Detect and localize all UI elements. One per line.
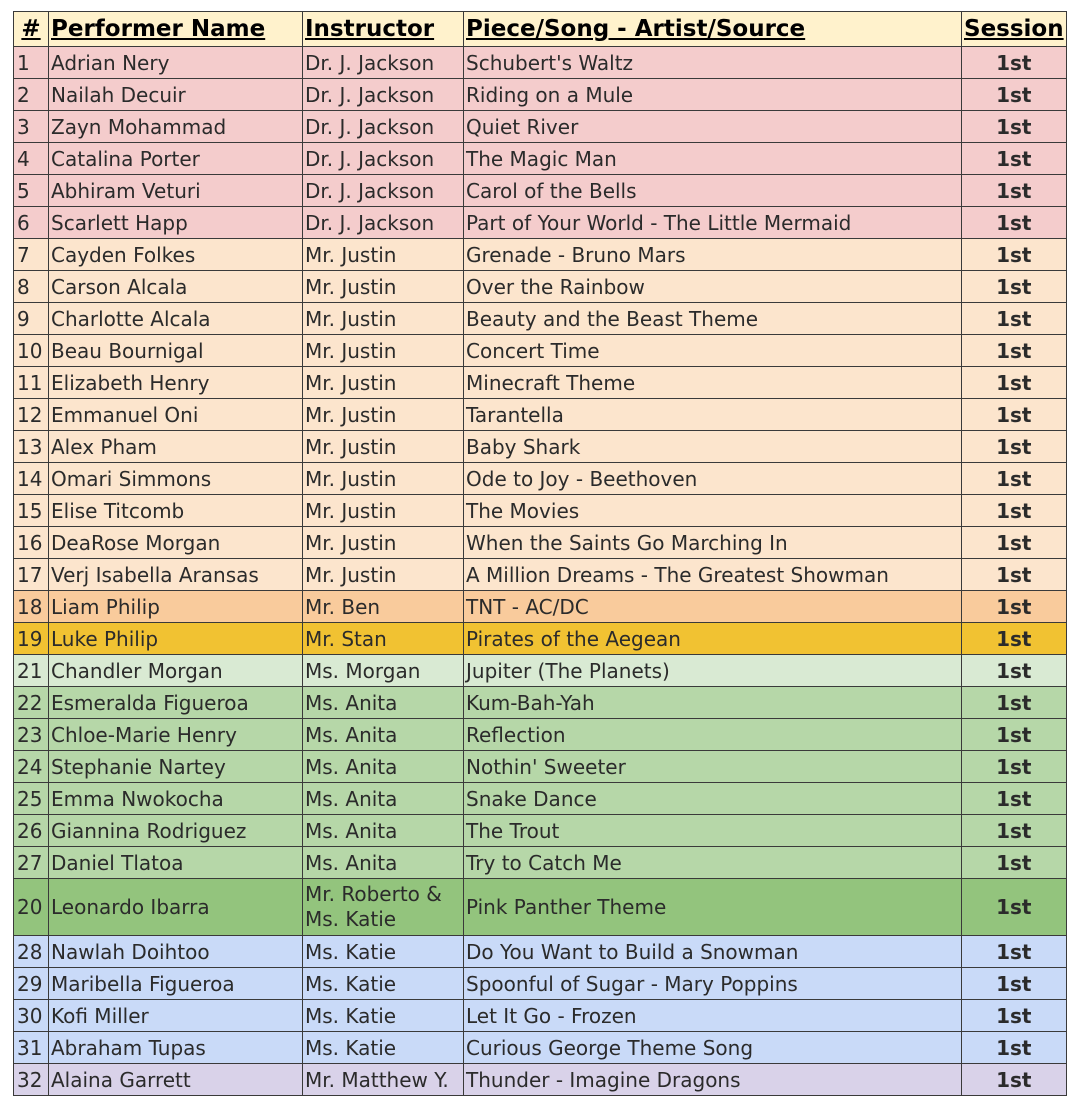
table-row: [14, 111, 1067, 143]
table-row: [14, 335, 1067, 367]
performer-name-cell: Elise Titcomb: [49, 495, 303, 527]
instructor-cell: Dr. J. Jackson: [303, 79, 464, 111]
performer-name-cell: Scarlett Happ: [49, 207, 303, 239]
piece-cell: A Million Dreams - The Greatest Showman: [464, 559, 962, 591]
piece-cell: Jupiter (The Planets): [464, 655, 962, 687]
session-cell: 1st: [962, 111, 1067, 143]
piece-cell: Try to Catch Me: [464, 847, 962, 879]
piece-cell: The Trout: [464, 815, 962, 847]
piece-cell: Kum-Bah-Yah: [464, 687, 962, 719]
session-cell: 1st: [962, 655, 1067, 687]
table-row: [14, 495, 1067, 527]
session-cell: 1st: [962, 495, 1067, 527]
session-cell: 1st: [962, 1032, 1067, 1064]
session-cell: 1st: [962, 143, 1067, 175]
table-row: [14, 47, 1067, 79]
table-row: [14, 847, 1067, 879]
table-row: [14, 143, 1067, 175]
table-row: [14, 1032, 1067, 1064]
piece-cell: Minecraft Theme: [464, 367, 962, 399]
instructor-cell: Mr. Justin: [303, 527, 464, 559]
session-cell: 1st: [962, 1064, 1067, 1096]
header-session: Session: [962, 12, 1067, 47]
row-number-cell: 30: [14, 1000, 49, 1032]
row-number-cell: 31: [14, 1032, 49, 1064]
performer-name-cell: Zayn Mohammad: [49, 111, 303, 143]
session-cell: 1st: [962, 207, 1067, 239]
session-cell: 1st: [962, 335, 1067, 367]
instructor-cell: Mr. Justin: [303, 239, 464, 271]
row-number-cell: 11: [14, 367, 49, 399]
performer-name-cell: Kofi Miller: [49, 1000, 303, 1032]
performer-name-cell: Stephanie Nartey: [49, 751, 303, 783]
session-cell: 1st: [962, 936, 1067, 968]
table-row: [14, 783, 1067, 815]
piece-cell: Do You Want to Build a Snowman: [464, 936, 962, 968]
row-number-cell: 5: [14, 175, 49, 207]
instructor-cell: Mr. Justin: [303, 463, 464, 495]
performer-name-cell: Emmanuel Oni: [49, 399, 303, 431]
table-row: [14, 751, 1067, 783]
performer-name-cell: Nailah Decuir: [49, 79, 303, 111]
table-row: [14, 367, 1067, 399]
table-row: [14, 431, 1067, 463]
performer-name-cell: Liam Philip: [49, 591, 303, 623]
table-row: [14, 879, 1067, 936]
instructor-cell: Ms. Morgan: [303, 655, 464, 687]
session-cell: 1st: [962, 431, 1067, 463]
performer-name-cell: DeaRose Morgan: [49, 527, 303, 559]
row-number-cell: 4: [14, 143, 49, 175]
instructor-cell: Ms. Anita: [303, 847, 464, 879]
table-row: [14, 271, 1067, 303]
session-cell: 1st: [962, 271, 1067, 303]
instructor-cell: Ms. Anita: [303, 719, 464, 751]
session-cell: 1st: [962, 559, 1067, 591]
row-number-cell: 3: [14, 111, 49, 143]
header-number: #: [14, 12, 49, 47]
session-cell: 1st: [962, 591, 1067, 623]
performer-name-cell: Nawlah Doihtoo: [49, 936, 303, 968]
instructor-cell: Dr. J. Jackson: [303, 207, 464, 239]
performer-name-cell: Alex Pham: [49, 431, 303, 463]
instructor-cell: Ms. Anita: [303, 687, 464, 719]
row-number-cell: 27: [14, 847, 49, 879]
table-row: [14, 968, 1067, 1000]
performer-name-cell: Chandler Morgan: [49, 655, 303, 687]
piece-cell: Part of Your World - The Little Mermaid: [464, 207, 962, 239]
piece-cell: Riding on a Mule: [464, 79, 962, 111]
instructor-cell: Mr. Justin: [303, 559, 464, 591]
performer-name-cell: Charlotte Alcala: [49, 303, 303, 335]
instructor-cell: Mr. Justin: [303, 367, 464, 399]
piece-cell: The Magic Man: [464, 143, 962, 175]
session-cell: 1st: [962, 527, 1067, 559]
session-cell: 1st: [962, 879, 1067, 936]
piece-cell: Beauty and the Beast Theme: [464, 303, 962, 335]
piece-cell: Snake Dance: [464, 783, 962, 815]
row-number-cell: 10: [14, 335, 49, 367]
session-cell: 1st: [962, 815, 1067, 847]
row-number-cell: 15: [14, 495, 49, 527]
row-number-cell: 18: [14, 591, 49, 623]
performer-name-cell: Esmeralda Figueroa: [49, 687, 303, 719]
recital-program-table: [13, 11, 1067, 1096]
instructor-cell: Ms. Anita: [303, 815, 464, 847]
row-number-cell: 32: [14, 1064, 49, 1096]
row-number-cell: 9: [14, 303, 49, 335]
performer-name-cell: Giannina Rodriguez: [49, 815, 303, 847]
piece-cell: Tarantella: [464, 399, 962, 431]
session-cell: 1st: [962, 719, 1067, 751]
instructor-cell: Ms. Katie: [303, 968, 464, 1000]
row-number-cell: 13: [14, 431, 49, 463]
session-cell: 1st: [962, 47, 1067, 79]
session-cell: 1st: [962, 687, 1067, 719]
session-cell: 1st: [962, 623, 1067, 655]
header-instructor: Instructor: [303, 12, 464, 47]
session-cell: 1st: [962, 175, 1067, 207]
piece-cell: Thunder - Imagine Dragons: [464, 1064, 962, 1096]
row-number-cell: 2: [14, 79, 49, 111]
session-cell: 1st: [962, 303, 1067, 335]
table-row: [14, 399, 1067, 431]
header-piece: Piece/Song - Artist/Source: [464, 12, 962, 47]
instructor-cell: Ms. Anita: [303, 751, 464, 783]
row-number-cell: 6: [14, 207, 49, 239]
session-cell: 1st: [962, 399, 1067, 431]
session-cell: 1st: [962, 751, 1067, 783]
row-number-cell: 26: [14, 815, 49, 847]
table-row: [14, 936, 1067, 968]
piece-cell: Schubert's Waltz: [464, 47, 962, 79]
table-row: [14, 239, 1067, 271]
performer-name-cell: Chloe-Marie Henry: [49, 719, 303, 751]
performer-name-cell: Omari Simmons: [49, 463, 303, 495]
performer-name-cell: Elizabeth Henry: [49, 367, 303, 399]
table-row: [14, 303, 1067, 335]
instructor-cell: Mr. Matthew Y.: [303, 1064, 464, 1096]
piece-cell: Spoonful of Sugar - Mary Poppins: [464, 968, 962, 1000]
row-number-cell: 12: [14, 399, 49, 431]
row-number-cell: 22: [14, 687, 49, 719]
piece-cell: Baby Shark: [464, 431, 962, 463]
instructor-cell: Ms. Katie: [303, 936, 464, 968]
performer-name-cell: Leonardo Ibarra: [49, 879, 303, 936]
piece-cell: The Movies: [464, 495, 962, 527]
piece-cell: Quiet River: [464, 111, 962, 143]
performer-name-cell: Adrian Nery: [49, 47, 303, 79]
instructor-cell: Dr. J. Jackson: [303, 111, 464, 143]
row-number-cell: 19: [14, 623, 49, 655]
table-row: [14, 1064, 1067, 1096]
session-cell: 1st: [962, 847, 1067, 879]
row-number-cell: 25: [14, 783, 49, 815]
header-performer-name: Performer Name: [49, 12, 303, 47]
instructor-cell: Mr. Justin: [303, 431, 464, 463]
table-row: [14, 591, 1067, 623]
session-cell: 1st: [962, 79, 1067, 111]
row-number-cell: 23: [14, 719, 49, 751]
piece-cell: Carol of the Bells: [464, 175, 962, 207]
performer-name-cell: Catalina Porter: [49, 143, 303, 175]
instructor-cell: Ms. Anita: [303, 783, 464, 815]
session-cell: 1st: [962, 239, 1067, 271]
session-cell: 1st: [962, 367, 1067, 399]
table-row: [14, 1000, 1067, 1032]
performer-name-cell: Emma Nwokocha: [49, 783, 303, 815]
performer-name-cell: Luke Philip: [49, 623, 303, 655]
piece-cell: Let It Go - Frozen: [464, 1000, 962, 1032]
table-row: [14, 527, 1067, 559]
instructor-cell: Dr. J. Jackson: [303, 175, 464, 207]
table-row: [14, 719, 1067, 751]
row-number-cell: 28: [14, 936, 49, 968]
piece-cell: Reflection: [464, 719, 962, 751]
row-number-cell: 8: [14, 271, 49, 303]
session-cell: 1st: [962, 968, 1067, 1000]
instructor-cell: Ms. Katie: [303, 1000, 464, 1032]
instructor-cell: Ms. Katie: [303, 1032, 464, 1064]
row-number-cell: 16: [14, 527, 49, 559]
row-number-cell: 7: [14, 239, 49, 271]
piece-cell: TNT - AC/DC: [464, 591, 962, 623]
performer-name-cell: Abraham Tupas: [49, 1032, 303, 1064]
instructor-cell: Mr. Stan: [303, 623, 464, 655]
table-row: [14, 175, 1067, 207]
performer-name-cell: Daniel Tlatoa: [49, 847, 303, 879]
table-row: [14, 623, 1067, 655]
piece-cell: Pink Panther Theme: [464, 879, 962, 936]
instructor-cell: Mr. Roberto & Ms. Katie: [303, 879, 464, 936]
table-row: [14, 559, 1067, 591]
performer-name-cell: Alaina Garrett: [49, 1064, 303, 1096]
header-row: [14, 12, 1067, 47]
table-body: [14, 47, 1067, 1096]
piece-cell: Over the Rainbow: [464, 271, 962, 303]
table-row: [14, 79, 1067, 111]
instructor-cell: Mr. Justin: [303, 495, 464, 527]
instructor-cell: Mr. Justin: [303, 303, 464, 335]
instructor-cell: Mr. Justin: [303, 271, 464, 303]
performer-name-cell: Beau Bournigal: [49, 335, 303, 367]
row-number-cell: 17: [14, 559, 49, 591]
table-row: [14, 687, 1067, 719]
row-number-cell: 24: [14, 751, 49, 783]
table-row: [14, 463, 1067, 495]
instructor-cell: Mr. Justin: [303, 335, 464, 367]
table-row: [14, 815, 1067, 847]
piece-cell: Concert Time: [464, 335, 962, 367]
table-row: [14, 207, 1067, 239]
row-number-cell: 21: [14, 655, 49, 687]
performer-name-cell: Carson Alcala: [49, 271, 303, 303]
piece-cell: Pirates of the Aegean: [464, 623, 962, 655]
table-row: [14, 655, 1067, 687]
row-number-cell: 20: [14, 879, 49, 936]
row-number-cell: 14: [14, 463, 49, 495]
row-number-cell: 29: [14, 968, 49, 1000]
piece-cell: Nothin' Sweeter: [464, 751, 962, 783]
session-cell: 1st: [962, 463, 1067, 495]
instructor-cell: Mr. Ben: [303, 591, 464, 623]
piece-cell: Curious George Theme Song: [464, 1032, 962, 1064]
performer-name-cell: Abhiram Veturi: [49, 175, 303, 207]
performer-name-cell: Maribella Figueroa: [49, 968, 303, 1000]
piece-cell: Ode to Joy - Beethoven: [464, 463, 962, 495]
session-cell: 1st: [962, 1000, 1067, 1032]
instructor-cell: Dr. J. Jackson: [303, 143, 464, 175]
row-number-cell: 1: [14, 47, 49, 79]
piece-cell: Grenade - Bruno Mars: [464, 239, 962, 271]
instructor-cell: Mr. Justin: [303, 399, 464, 431]
instructor-cell: Dr. J. Jackson: [303, 47, 464, 79]
session-cell: 1st: [962, 783, 1067, 815]
performer-name-cell: Verj Isabella Aransas: [49, 559, 303, 591]
piece-cell: When the Saints Go Marching In: [464, 527, 962, 559]
performer-name-cell: Cayden Folkes: [49, 239, 303, 271]
